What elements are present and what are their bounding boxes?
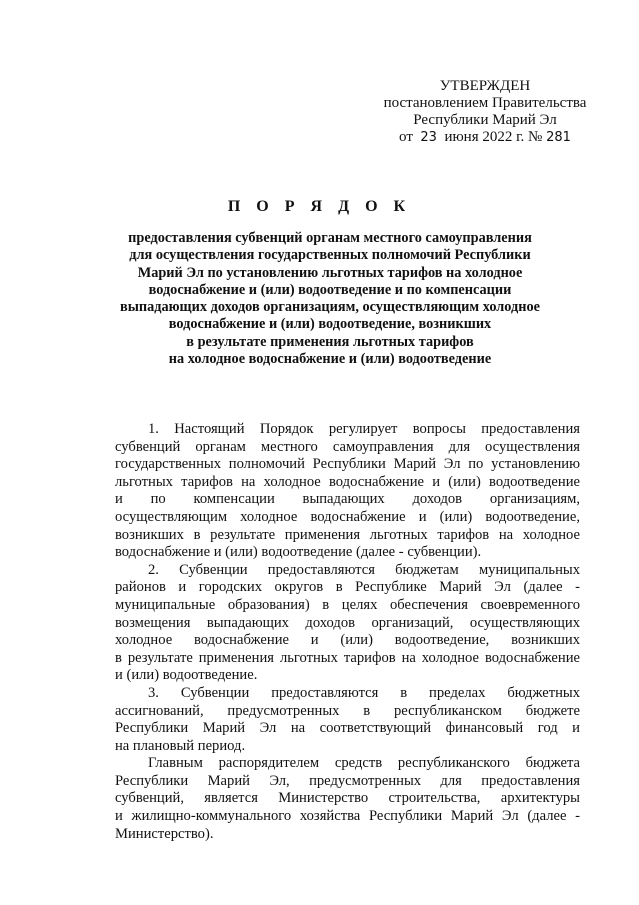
paragraph-line: в результате применения льготных тарифов на холодное водоснабжение	[115, 649, 580, 666]
document-body	[115, 421, 580, 843]
approval-date-day: 23	[420, 130, 437, 145]
paragraph-line: Главным распорядителем средств республиканского бюджета	[148, 755, 580, 772]
paragraph-line: льготных тарифов на холодное водоснабжение и (или) водоотведение	[115, 473, 580, 490]
paragraph-line: ассигнований, предусмотренных в республиканском бюджете	[115, 702, 580, 719]
paragraph-line: возникших в результате применения льготных тарифов на холодное	[115, 526, 580, 543]
paragraph-line: муниципальные образования) в целях обеспечения своевременного	[115, 596, 580, 613]
approval-number: 281	[546, 130, 571, 145]
paragraph-line: возмещения выпадающих доходов организаций, осуществляющих	[115, 614, 580, 631]
subtitle-line: выпадающих доходов организациям, осуществляющим холодное	[119, 299, 541, 316]
paragraph-line: Республики Марий Эл, предусмотренных для предоставления	[115, 772, 580, 789]
paragraph-3	[115, 685, 580, 755]
paragraph-line: государственных полномочий Республики Марий Эл по установлению	[115, 456, 580, 473]
approval-line-1: постановлением Правительства	[383, 95, 587, 111]
paragraph-line: 1. Настоящий Порядок регулирует вопросы предоставления	[148, 421, 580, 437]
paragraph-line: холодное водоснабжение и (или) водоотведение, возникших	[115, 632, 580, 649]
paragraph-line: субвенций органам местного самоуправления для осуществления	[115, 438, 580, 455]
paragraph-line: 3. Субвенции предоставляются в пределах бюджетных	[148, 684, 580, 701]
approval-stamp	[370, 78, 600, 146]
subtitle-line: для осуществления государственных полномочий Республики	[129, 247, 531, 264]
approval-date-line	[370, 129, 600, 146]
approval-heading: УТВЕРЖДЕН	[439, 78, 531, 94]
paragraph-line: Республики Марий Эл на соответствующий финансовый год и	[115, 720, 580, 737]
paragraph-line: осуществляющим холодное водоснабжение и (или) водоотведение,	[115, 508, 580, 525]
paragraph-line: районов и городских округов в Республике Марий Эл (далее -	[115, 579, 580, 596]
paragraph-1	[115, 421, 580, 562]
approval-date-prefix: от	[399, 129, 413, 145]
paragraph-line: и по компенсации выпадающих доходов организациям,	[115, 491, 580, 508]
subtitle-line: водоснабжение и (или) водоотведение, возникших	[168, 316, 492, 333]
document-subtitle	[100, 230, 560, 368]
subtitle-line: на холодное водоснабжение и (или) водоотведение	[168, 351, 492, 368]
paragraph-line: и (или) водоотведение.	[115, 667, 258, 684]
approval-line-2: Республики Марий Эл	[413, 112, 557, 128]
subtitle-line: водоснабжение и (или) водоотведение и по компенсации	[148, 281, 512, 298]
paragraph-line: на плановый период.	[115, 737, 246, 754]
subtitle-line: предоставления субвенций органам местного самоуправления	[128, 230, 532, 246]
paragraph-line: водоснабжение и (или) водоотведение (далее - субвенции).	[115, 544, 482, 561]
paragraph-line: 2. Субвенции предоставляются бюджетам муниципальных	[148, 561, 580, 578]
paragraph-line: Министерство).	[115, 825, 214, 842]
paragraph-2	[115, 562, 580, 685]
paragraph-line: и жилищно-коммунального хозяйства Республики Марий Эл (далее -	[115, 808, 580, 825]
document-title: П О Р Я Д О К	[227, 198, 412, 215]
paragraph-4	[115, 755, 580, 843]
subtitle-line: Марий Эл по установлению льготных тарифов на холодное	[137, 264, 523, 281]
paragraph-line: субвенций, является Министерство строительства, архитектуры	[115, 790, 580, 807]
approval-date-rest: июня 2022 г. №	[444, 129, 543, 145]
subtitle-line: в результате применения льготных тарифов	[186, 333, 474, 350]
